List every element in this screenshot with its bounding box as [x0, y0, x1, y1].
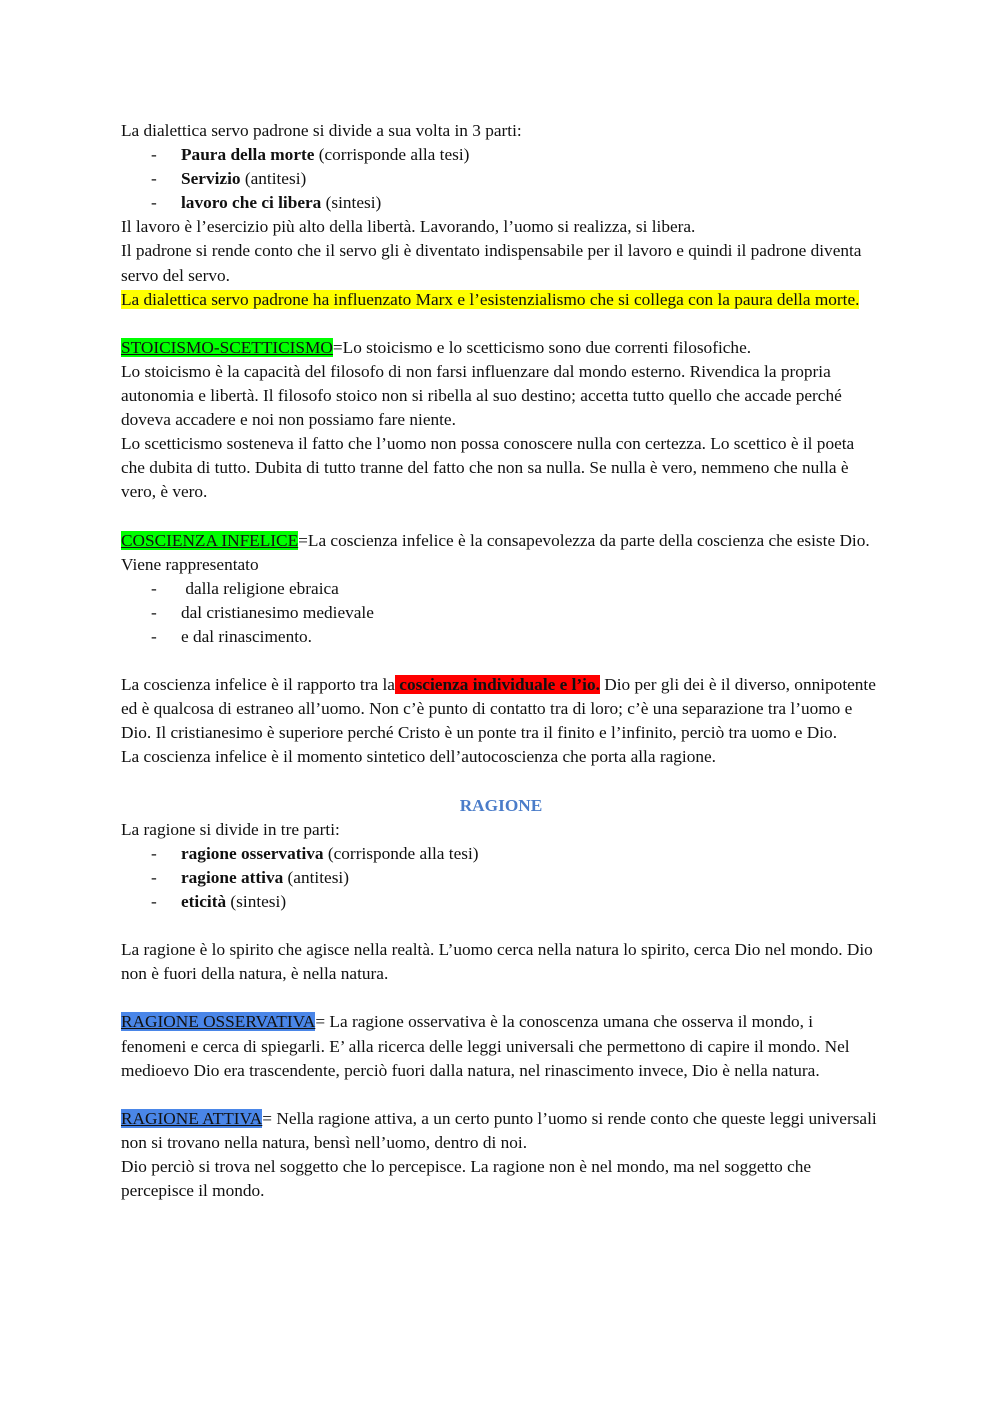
- intro-paragraph-1: Il lavoro è l’esercizio più alto della libertà. Lavorando, l’uomo si realizza, si libera.: [121, 217, 696, 237]
- intro-line: La dialettica servo padrone si divide a sua volta in 3 parti:: [121, 121, 522, 140]
- coscienza-p2-after: Dio per gli dei è il diverso, onnipotente ed è qualcosa di estraneo all’uomo. Non c’è punto di contatto tra di loro; c’è una separazione tra l’uomo e Dio. Il cristianesimo è superiore perché Cristo è un ponte tra il finito e l’infinito, perciò tra uomo e Dio.: [121, 675, 876, 743]
- list-item: [121, 842, 881, 866]
- ragione-line: La ragione si divide in tre parti:: [121, 819, 340, 839]
- list-term: Paura della morte: [181, 145, 315, 165]
- yellow-highlight: La dialettica servo padrone ha influenzato Marx e l’esistenzialismo che si collega con la paura della morte.: [121, 289, 860, 309]
- intro-paragraph-2: Il padrone si rende conto che il servo gli è diventato indispensabile per il lavoro e quindi il padrone diventa servo del servo.: [121, 241, 862, 285]
- osservativa-paragraph: [121, 1010, 881, 1082]
- coscienza-text-1: =La coscienza infelice è la consapevolezza da parte della coscienza che esiste Dio. Viene rappresentato: [121, 530, 870, 574]
- ragione-title: RAGIONE: [459, 795, 543, 815]
- blank-line: [121, 505, 881, 529]
- attiva-paragraph: [121, 1107, 881, 1155]
- blank-line: [121, 312, 881, 336]
- list-rest: (sintesi): [321, 193, 382, 213]
- blank-line: [121, 770, 881, 794]
- attiva-text-1: = Nella ragione attiva, a un certo punto l’uomo si rende conto che queste leggi universali non si trovano nella natura, bensì nell’uomo, dentro di noi.: [121, 1108, 877, 1152]
- osservativa-label: RAGIONE OSSERVATIVA: [121, 1012, 316, 1032]
- stoicismo-text-3: Lo scetticismo sosteneva il fatto che l’uomo non possa conoscere nulla con certezza. Lo scettico è il poeta che dubita di tutto. Dubita di tutto tranne del fatto che non sa nulla. Se nulla è vero, nemmeno che nulla è vero, è vero.: [121, 434, 855, 502]
- intro-highlight-paragraph: [121, 288, 881, 312]
- red-highlight: coscienza individuale e l’io.: [394, 675, 600, 695]
- list-dash: -: [151, 578, 157, 598]
- list-rest: (antitesi): [240, 169, 307, 189]
- stoicismo-paragraph: [121, 336, 881, 360]
- list-text: dalla religione ebraica: [181, 578, 339, 598]
- list-dash: -: [151, 169, 157, 189]
- attiva-label: RAGIONE ATTIVA: [121, 1108, 263, 1128]
- ragione-paragraph: La ragione è lo spirito che agisce nella realtà. L’uomo cerca nella natura lo spirito, cerca Dio nel mondo. Dio non è fuori della natura, è nella natura.: [121, 940, 873, 984]
- list-term: eticità: [181, 892, 227, 911]
- list-dash: -: [151, 193, 157, 213]
- intro-list: [121, 143, 881, 215]
- list-item: [121, 890, 881, 914]
- ragione-list: [121, 842, 881, 914]
- document-body: [121, 119, 881, 1203]
- list-text: e dal rinascimento.: [181, 626, 313, 646]
- blank-line: [121, 914, 881, 938]
- list-term: Servizio: [181, 169, 241, 189]
- list-dash: -: [151, 602, 157, 622]
- list-dash: -: [151, 892, 157, 911]
- list-term: lavoro che ci libera: [181, 193, 322, 213]
- coscienza-label: COSCIENZA INFELICE: [121, 530, 299, 550]
- osservativa-text: = La ragione osservativa è la conoscenza umana che osserva il mondo, i fenomeni e cerca di spiegarli. E’ alla ricerca delle leggi universali che permettono di capire il mondo. Nel medioevo Dio era trascendente, perciò fuori dalla natura, nel rinascimento invece, Dio è nella natura.: [121, 1012, 850, 1080]
- coscienza-list: [121, 577, 881, 649]
- blank-line: [121, 1083, 881, 1107]
- blank-line: [121, 986, 881, 1010]
- blank-line: [121, 649, 881, 673]
- list-rest: (corrisponde alla tesi): [323, 843, 479, 863]
- list-term: ragione osservativa: [181, 843, 324, 863]
- list-dash: -: [151, 145, 157, 165]
- list-dash: -: [151, 867, 157, 887]
- list-rest: (corrisponde alla tesi): [314, 145, 470, 165]
- list-item: [121, 143, 881, 167]
- list-text: dal cristianesimo medievale: [181, 602, 374, 622]
- attiva-text-2: Dio perciò si trova nel soggetto che lo percepisce. La ragione non è nel mondo, ma nel soggetto che percepisce il mondo.: [121, 1157, 812, 1201]
- coscienza-paragraph: [121, 529, 881, 577]
- list-rest: (sintesi): [226, 892, 287, 911]
- list-item: [121, 866, 881, 890]
- list-item: [121, 625, 881, 649]
- stoicismo-text-1: =Lo stoicismo e lo scetticismo sono due correnti filosofiche.: [332, 337, 752, 357]
- list-dash: -: [151, 626, 157, 646]
- coscienza-p2-before: La coscienza infelice è il rapporto tra la: [121, 675, 395, 695]
- list-dash: -: [151, 843, 157, 863]
- coscienza-paragraph-3: La coscienza infelice è il momento sintetico dell’autocoscienza che porta alla ragione.: [121, 747, 716, 767]
- list-item: [121, 191, 881, 215]
- list-item: [121, 167, 881, 191]
- coscienza-paragraph-2: [121, 673, 881, 745]
- list-term: ragione attiva: [181, 867, 284, 887]
- list-item: [121, 577, 881, 601]
- stoicismo-text-2: Lo stoicismo è la capacità del filosofo di non farsi influenzare dal mondo esterno. Rivendica la propria autonomia e libertà. Il filosofo stoico non si ribella al suo destino; accetta tutto quello che accade perché doveva accadere e noi non possiamo fare niente.: [121, 361, 842, 430]
- list-item: [121, 601, 881, 625]
- stoicismo-label: STOICISMO-SCETTICISMO: [121, 337, 333, 357]
- list-rest: (antitesi): [283, 867, 349, 887]
